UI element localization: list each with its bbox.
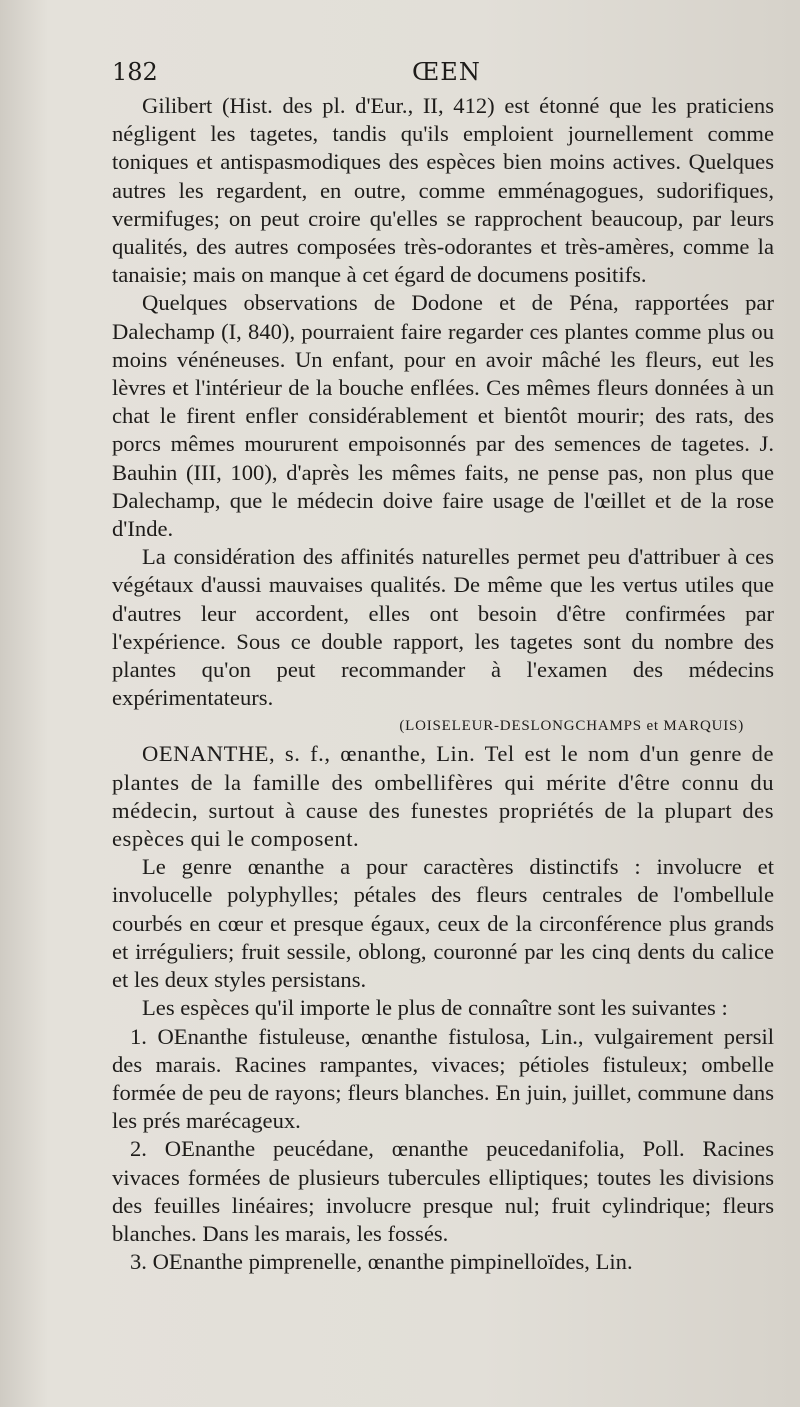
paragraph-especes: Les espèces qu'il importe le plus de connaître sont les suivantes : [142,995,728,1021]
running-head: ŒEN [412,58,481,86]
species-item-1: 1. OEnanthe fistuleuse, œnanthe fistulosa, Lin., vulgairement persil des marais. Racines rampantes, vivaces; pétioles fistuleux; ombelle formée de peu de rayons; fleurs blanches. En juin, juillet, commune dans les prés marécageux. [112,1023,774,1134]
paragraph-gilibert: Gilibert (Hist. des pl. d'Eur., II, 412) est étonné que les praticiens négligent les tagetes, tandis qu'ils emploient journellement comme toniques et antispasmodiques des espèces bien moins actives. Quelques autres les regardent, en outre, comme emménagogues, sudorifiques, vermifuges; on peut croire qu'elles se rapprochent beaucoup, par leurs qualités, des autres composées très-odorantes et très-amères, comme la tanaisie; mais on manque à cet égard de documens positifs. [112,93,774,288]
article-oenanthe: OENANTHE, s. f., œnanthe, Lin. Tel est le nom d'un genre de plantes de la famille des ombellifères qui mérite d'être connu du médecin, surtout à cause des funestes propriétés de la plupart des espèces qui le composent. [112,741,774,852]
paragraph-dodone: Quelques observations de Dodone et de Péna, rapportées par Dalechamp (I, 840), pourraient faire regarder ces plantes comme plus ou moins vénéneuses. Un enfant, pour en avoir mâché les fleurs, eut les lèvres et l'intérieur de la bouche enflées. Ces mêmes fleurs données à un chat le firent enfler considérablement et bientôt mourir; des rats, des porcs mêmes moururent empoisonnés par des semences de tagetes. J. Bauhin (III, 100), d'après les mêmes faits, ne pense pas, non plus que Dalechamp, que le médecin doive faire usage de l'œillet et de la rose d'Inde. [112,290,774,542]
paragraph-genre: Le genre œnanthe a pour caractères distinctifs : involucre et involucelle polyphylles; pétales des fleurs centrales de l'ombellule courbés en cœur et presque égaux, ceux de la circonférence plus grands et irréguliers; fruit sessile, oblong, couronné par les cinq dents du calice et les deux styles persistans. [112,854,774,993]
body-text [112,92,774,1276]
page-number: 182 [112,58,158,86]
species-item-2: 2. OEnanthe peucédane, œnanthe peucedanifolia, Poll. Racines vivaces formées de plusieurs tubercules elliptiques; toutes les divisions des feuilles linéaires; involucre presque nul; fruit cylindrique; fleurs blanches. Dans les marais, les fossés. [112,1136,774,1246]
paragraph-affinites: La considération des affinités naturelles permet peu d'attribuer à ces végétaux d'aussi mauvaises qualités. De même que les vertus utiles que d'autres leur accordent, elles ont besoin d'être confirmées par l'expérience. Sous ce double rapport, les tagetes sont du nombre des plantes qu'on peut recommander à l'examen des médecins expérimentateurs. [112,544,774,711]
author-signature: (LOISELEUR-DESLONGCHAMPS et MARQUIS) [399,718,744,735]
species-item-3: 3. OEnanthe pimprenelle, œnanthe pimpinelloïdes, Lin. [130,1249,633,1275]
page-header [112,58,772,92]
